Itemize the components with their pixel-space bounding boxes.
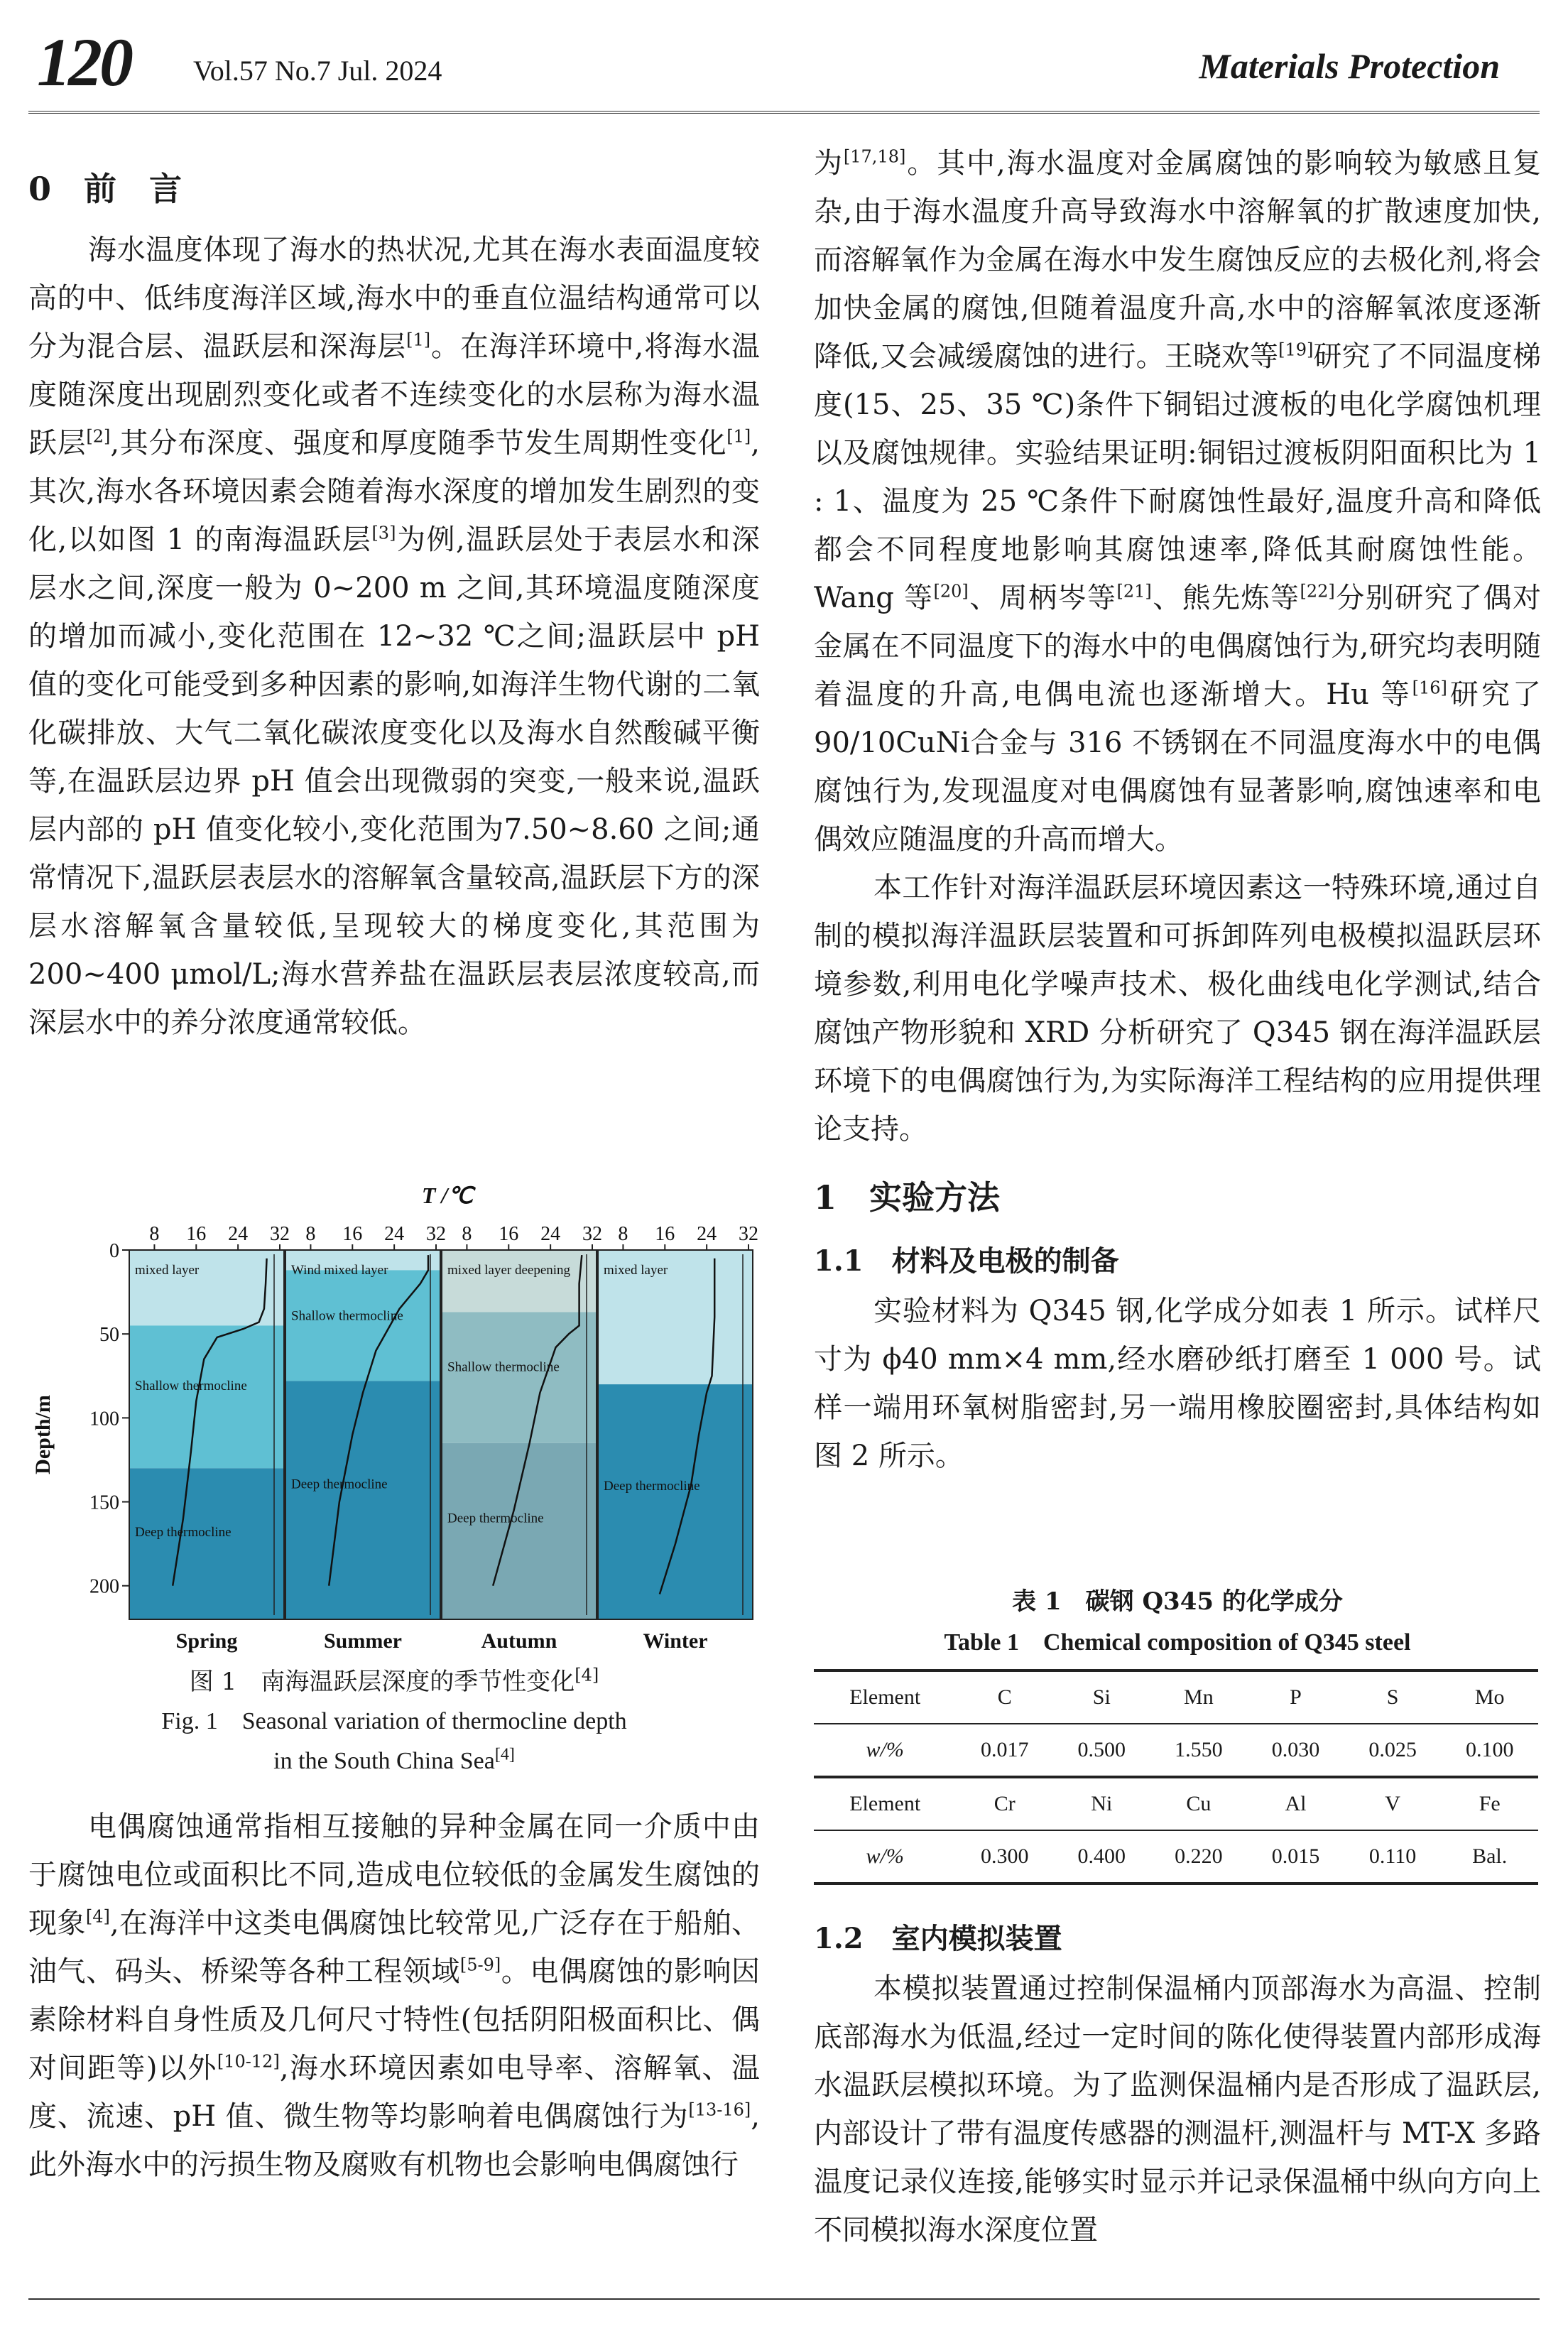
table-cell: Ni: [1053, 1777, 1150, 1830]
table-cell: 0.025: [1344, 1724, 1442, 1777]
layer-label: mixed layer deepening: [447, 1263, 571, 1278]
layer-label: Shallow thermocline: [447, 1359, 560, 1375]
layer-band: [129, 1250, 284, 1325]
table-row: [814, 1830, 1538, 1884]
layer-label: mixed layer: [604, 1263, 668, 1278]
x-tick-label: 24: [697, 1223, 717, 1245]
journal-title: Materials Protection: [1199, 46, 1500, 86]
layer-band: [129, 1468, 284, 1619]
layer-label: Deep thermocline: [604, 1479, 700, 1494]
table-cell: Cu: [1150, 1777, 1248, 1830]
table-cell: S: [1344, 1670, 1442, 1724]
panel-name-autumn: Autumn: [481, 1629, 557, 1653]
figure-1-caption: [28, 1662, 760, 1781]
x-tick-label: 24: [228, 1223, 249, 1245]
layer-band: [285, 1381, 440, 1619]
y-tick-label: 0: [109, 1240, 119, 1262]
table-cell: 0.030: [1247, 1724, 1344, 1777]
x-tick-label: 32: [270, 1223, 290, 1245]
table-row-header: Element: [814, 1777, 956, 1830]
figure-1-caption-cn: 图 1 南海温跃层深度的季节性变化[4]: [189, 1665, 599, 1696]
table-cell: 0.300: [956, 1830, 1053, 1884]
y-tick-label: 50: [99, 1324, 119, 1347]
table-cell: 0.110: [1344, 1830, 1442, 1884]
x-tick-label: 8: [149, 1223, 160, 1245]
layer-band: [598, 1384, 753, 1619]
x-tick-label: 16: [342, 1223, 363, 1245]
table-row: [814, 1670, 1538, 1724]
right-column-top: [814, 139, 1541, 1480]
table-row-header: w/%: [814, 1724, 956, 1777]
layer-label: Deep thermocline: [291, 1477, 388, 1492]
table-cell: 0.100: [1441, 1724, 1538, 1777]
table-row-header: w/%: [814, 1830, 956, 1884]
table-cell: V: [1344, 1777, 1442, 1830]
x-tick-label: 24: [540, 1223, 561, 1245]
panel-name-winter: Winter: [643, 1629, 708, 1653]
x-tick-label: 16: [499, 1223, 519, 1245]
intro-paragraph-2: 电偶腐蚀通常指相互接触的异种金属在同一介质中由于腐蚀电位或面积比不同,造成电位较低的金属发生腐蚀的现象[4],在海洋中这类电偶腐蚀比较常见,广泛存在于船舶、油气、码头、桥梁等各种工程领域[5-9]。电偶腐蚀的影响因素除材料自身性质及几何尺寸特性(包括阴阳极面积比、偶对间距等)以外[10-12],海水环境因素如电导率、溶解氧、温度、流速、pH 值、微生物等均影响着电偶腐蚀行为[13-16],此外海水中的污损生物及腐败有机物也会影响电偶腐蚀行: [28, 1810, 761, 2181]
paragraph-material: 实验材料为 Q345 钢,化学成分如表 1 所示。试样尺寸为 ϕ40 mm×4 mm,经水磨砂纸打磨至 1 000 号。试样一端用环氧树脂密封,另一端用橡胶圈密封,具体结构如图 2 所示。: [814, 1295, 1541, 1472]
left-column-bottom: [28, 1803, 760, 2189]
y-axis-label: Depth/m: [31, 1395, 55, 1474]
table-cell: Al: [1247, 1777, 1344, 1830]
layer-label: Deep thermocline: [447, 1511, 544, 1526]
layer-band: [442, 1312, 597, 1442]
table-row: [814, 1724, 1538, 1777]
table-row: [814, 1777, 1538, 1830]
paragraph-continued: 为[17,18]。其中,海水温度对金属腐蚀的影响较为敏感且复杂,由于海水温度升高导致海水中溶解氧的扩散速度加快,而溶解氧作为金属在海水中发生腐蚀反应的去极化剂,将会加快金属的腐蚀,但随着温度升高,水中的溶解氧浓度逐渐降低,又会减缓腐蚀的进行。王晓欢等[19]研究了不同温度梯度(15、25、35 ℃)条件下铜铝过渡板的电化学腐蚀机理以及腐蚀规律。实验结果证明:铜铝过渡板阴阳面积比为 1 : 1、温度为 25 ℃条件下耐腐蚀性最好,温度升高和降低都会不同程度地影响其腐蚀速率,降低其耐腐蚀性能。Wang 等[20]、周柄岑等[21]、熊先炼等[22]分别研究了偶对金属在不同温度下的海水中的电偶腐蚀行为,研究均表明随着温度的升高,电偶电流也逐渐增大。Hu 等[16]研究了90/10CuNi合金与 316 不锈钢在不同温度海水中的电偶腐蚀行为,发现温度对电偶腐蚀有显著影响,腐蚀速率和电偶效应随温度的升高而增大。: [814, 146, 1542, 856]
x-tick-label: 32: [582, 1223, 602, 1245]
layer-label: Shallow thermocline: [291, 1308, 403, 1324]
table-cell: 0.500: [1053, 1724, 1150, 1777]
table-cell: Si: [1053, 1670, 1150, 1724]
right-column-bottom: [814, 1913, 1541, 2254]
x-tick-label: 32: [739, 1223, 758, 1245]
table-1-caption-en: Table 1 Chemical composition of Q345 steel: [944, 1629, 1411, 1656]
layer-label: mixed layer: [135, 1263, 200, 1278]
x-tick-label: 8: [462, 1223, 472, 1245]
left-column-top: [28, 161, 760, 1047]
volume-issue: Vol.57 No.7 Jul. 2024: [193, 55, 442, 87]
table-cell: 0.015: [1247, 1830, 1344, 1884]
figure-1-chart: [28, 1179, 760, 1655]
figure-1-caption-en-1: Fig. 1 Seasonal variation of thermocline depth: [161, 1708, 627, 1734]
layer-label: Deep thermocline: [135, 1525, 232, 1540]
layer-band: [129, 1325, 284, 1468]
x-tick-label: 8: [618, 1223, 628, 1245]
panel-name-spring: Spring: [175, 1629, 238, 1653]
chemical-composition-table: [814, 1669, 1538, 1885]
panel-name-summer: Summer: [324, 1629, 402, 1653]
paragraph-this-work: 本工作针对海洋温跃层环境因素这一特殊环境,通过自制的模拟海洋温跃层装置和可拆卸阵列电极模拟温跃层环境参数,利用电化学噪声技术、极化曲线电化学测试,结合腐蚀产物形貌和 XRD 分析研究了 Q345 钢在海洋温跃层环境下的电偶腐蚀行为,为实际海洋工程结构的应用提供理论支持。: [814, 871, 1541, 1146]
y-tick-label: 100: [89, 1408, 119, 1430]
layer-label: Wind mixed layer: [291, 1263, 388, 1278]
x-tick-label: 24: [384, 1223, 405, 1245]
table-cell: 0.017: [956, 1724, 1053, 1777]
section-1-title: 1 实验方法: [814, 1178, 1001, 1217]
chart-title: T /℃: [421, 1183, 474, 1208]
table-cell: Mo: [1441, 1670, 1538, 1724]
table-row-header: Element: [814, 1670, 956, 1724]
subsection-1-1-title: 1.1 材料及电极的制备: [814, 1244, 1119, 1278]
header-rule: [28, 111, 1540, 114]
layer-band: [442, 1443, 597, 1619]
figure-1-caption-en-2: in the South China Sea[4]: [273, 1745, 515, 1774]
y-tick-label: 150: [89, 1491, 119, 1514]
layer-label: Shallow thermocline: [135, 1378, 247, 1393]
table-cell: Cr: [956, 1777, 1053, 1830]
footer-rule: [28, 2298, 1540, 2300]
table-1-caption-cn: 表 1 碳钢 Q345 的化学成分: [1012, 1587, 1343, 1616]
table-cell: Mn: [1150, 1670, 1248, 1724]
table-cell: 1.550: [1150, 1724, 1248, 1777]
table-cell: C: [956, 1670, 1053, 1724]
table-cell: Bal.: [1441, 1830, 1538, 1884]
table-1: [814, 1581, 1541, 1885]
section-0-title: 0 前 言: [28, 170, 183, 208]
table-cell: 0.220: [1150, 1830, 1248, 1884]
table-cell: Fe: [1441, 1777, 1538, 1830]
table-cell: 0.400: [1053, 1830, 1150, 1884]
intro-paragraph-1: 海水温度体现了海水的热状况,尤其在海水表面温度较高的中、低纬度海洋区域,海水中的垂直位温结构通常可以分为混合层、温跃层和深海层[1]。在海洋环境中,将海水温度随深度出现剧烈变化或者不连续变化的水层称为海水温跃层[2],其分布深度、强度和厚度随季节发生周期性变化[1],其次,海水各环境因素会随着海水深度的增加发生剧烈的变化,以如图 1 的南海温跃层[3]为例,温跃层处于表层水和深层水之间,深度一般为 0~200 m 之间,其环境温度随深度的增加而减小,变化范围在 12~32 ℃之间;温跃层中 pH 值的变化可能受到多种因素的影响,如海洋生物代谢的二氧化碳排放、大气二氧化碳浓度变化以及海水自然酸碱平衡等,在温跃层边界 pH 值会出现微弱的突变,一般来说,温跃层内部的 pH 值变化较小,变化范围为7.50~8.60 之间;通常情况下,温跃层表层水的溶解氧含量较高,温跃层下方的深层水溶解氧含量较低,呈现较大的梯度变化,其范围为 200~400 μmol/L;海水营养盐在温跃层表层浓度较高,而深层水中的养分浓度通常较低。: [28, 234, 761, 1039]
paragraph-device: 本模拟装置通过控制保温桶内顶部海水为高温、控制底部海水为低温,经过一定时间的陈化使得装置内部形成海水温跃层模拟环境。为了监测保温桶内是否形成了温跃层,内部设计了带有温度传感器的测温杆,测温杆与 MT-X 多路温度记录仪连接,能够实时显示并记录保温桶中纵向方向上不同模拟海水深度位置: [814, 1972, 1541, 2246]
x-tick-label: 16: [655, 1223, 675, 1245]
y-tick-label: 200: [89, 1575, 119, 1598]
x-tick-label: 16: [186, 1223, 207, 1245]
x-tick-label: 8: [305, 1223, 316, 1245]
layer-band: [442, 1250, 597, 1312]
x-tick-label: 32: [426, 1223, 446, 1245]
subsection-1-2-title: 1.2 室内模拟装置: [814, 1922, 1062, 1955]
table-cell: P: [1247, 1670, 1344, 1724]
page-number: 120: [37, 24, 131, 100]
